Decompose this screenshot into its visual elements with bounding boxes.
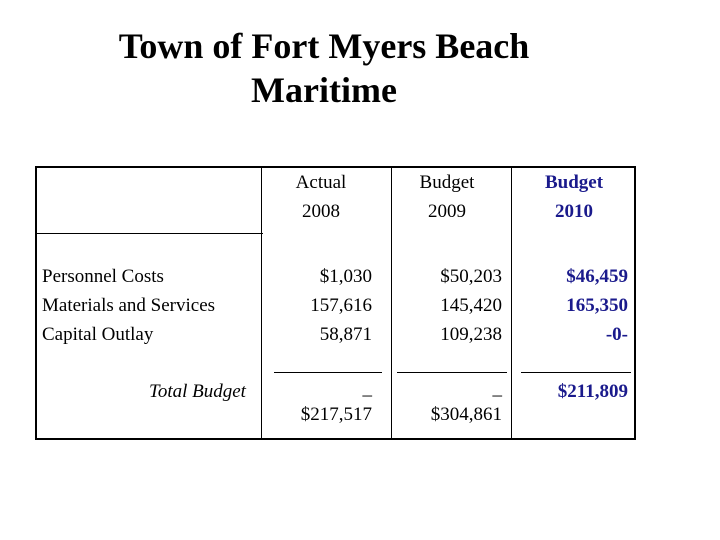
subtotal-rule-2008 [274, 372, 382, 373]
page-subtitle: Maritime [251, 70, 397, 110]
total-dash-2008: _ [362, 378, 372, 399]
row-label-capital: Capital Outlay [42, 324, 154, 345]
column-divider [511, 168, 512, 438]
row-label-materials: Materials and Services [42, 295, 216, 316]
value-capital-2010: -0- [605, 324, 628, 345]
value-personnel-2010: $46,459 [566, 266, 628, 287]
total-dash-2009: _ [492, 378, 502, 399]
total-value-2010: $211,809 [557, 381, 628, 402]
value-materials-2010: 165,350 [566, 295, 628, 316]
value-capital-2009: 109,238 [440, 324, 502, 345]
column-header-budget-2010: Budget 2010 [544, 172, 604, 222]
total-label: Total Budget [149, 381, 246, 402]
column-divider [261, 168, 262, 438]
value-materials-2009: 145,420 [440, 295, 502, 316]
value-materials-2008: 157,616 [310, 295, 372, 316]
value-capital-2008: 58,871 [319, 324, 372, 345]
budget-table [35, 166, 636, 440]
value-personnel-2008: $1,030 [319, 266, 372, 287]
page-title: Town of Fort Myers Beach [118, 26, 530, 66]
subtotal-rule-2010 [521, 372, 631, 373]
total-value-2009: $304,861 [430, 404, 502, 425]
column-header-budget-2009: Budget 2009 [419, 172, 475, 222]
row-label-personnel: Personnel Costs [42, 266, 164, 287]
subtotal-rule-2009 [397, 372, 507, 373]
column-header-actual-2008: Actual 2008 [295, 172, 347, 222]
value-personnel-2009: $50,203 [440, 266, 502, 287]
total-value-2008: $217,517 [300, 404, 372, 425]
header-divider [37, 233, 263, 234]
